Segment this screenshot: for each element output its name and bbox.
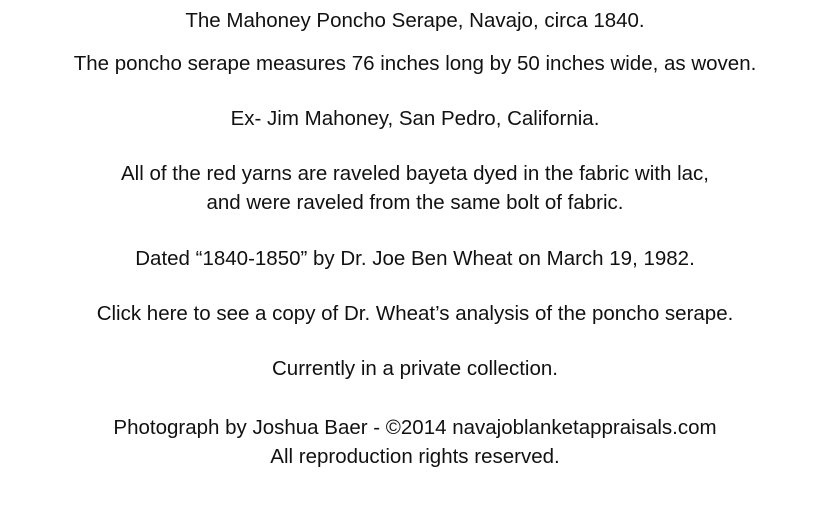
yarns-text-line-2: and were raveled from the same bolt of fabric. (206, 191, 624, 215)
photo-credit-text: Photograph by Joshua Baer - ©2014 navajoblanketappraisals.com (113, 415, 717, 439)
dating-block (135, 244, 695, 273)
collection-block (272, 354, 558, 383)
provenance-block (231, 104, 600, 133)
collection-text: Currently in a private collection. (272, 356, 558, 380)
document-title: The Mahoney Poncho Serape, Navajo, circa 1840. (185, 9, 645, 32)
yarns-text-line-1: All of the red yarns are raveled bayeta dyed in the fabric with lac, (121, 162, 709, 186)
dating-text: Dated “1840-1850” by Dr. Joe Ben Wheat on March 19, 1982. (135, 246, 695, 270)
provenance-text: Ex- Jim Mahoney, San Pedro, California. (230, 107, 600, 131)
measurements-text: The poncho serape measures 76 inches long by 50 inches wide, as woven. (73, 52, 757, 76)
yarns-block (121, 159, 709, 217)
title-block (185, 6, 644, 35)
analysis-link[interactable]: Click here to see a copy of Dr. Wheat’s analysis of the poncho serape. (96, 301, 734, 325)
analysis-link-block[interactable] (97, 299, 734, 328)
measurements-block (74, 49, 757, 78)
rights-text: All reproduction rights reserved. (270, 444, 560, 468)
credit-block (113, 413, 716, 471)
